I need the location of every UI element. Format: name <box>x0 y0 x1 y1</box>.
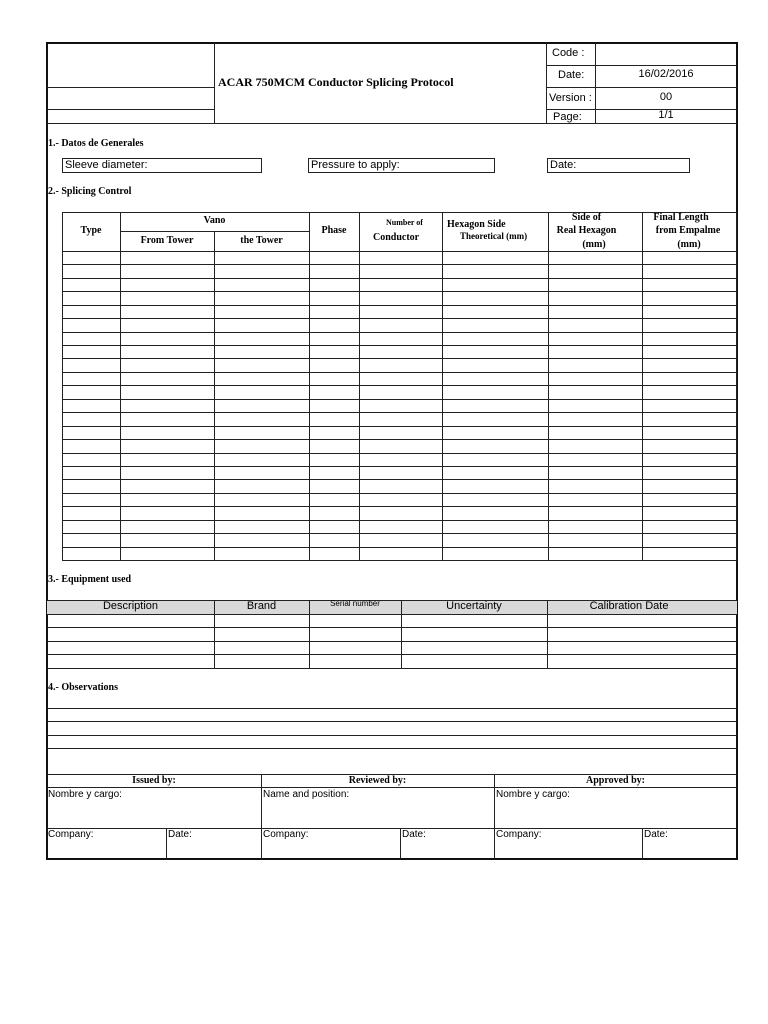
col-from-empalme: from Empalme <box>655 225 721 236</box>
grid-line <box>62 533 737 534</box>
grid-line <box>309 600 310 668</box>
equip-col-uncertainty: Uncertainty <box>446 600 502 612</box>
version-value[interactable]: 00 <box>659 91 673 103</box>
grid-line <box>62 560 737 561</box>
reviewed-by-label: Reviewed by: <box>348 775 407 786</box>
sleeve-diameter-field[interactable] <box>62 158 262 173</box>
grid-line <box>62 547 737 548</box>
grid-line <box>62 385 737 386</box>
issued-company-field[interactable]: Company: <box>48 829 94 840</box>
grid-line <box>401 600 402 668</box>
grid-line <box>62 453 737 454</box>
grid-line <box>62 291 737 292</box>
col-conductor: Conductor <box>373 232 420 243</box>
version-label: Version : <box>549 92 592 104</box>
grid-line <box>62 332 737 333</box>
approved-company-field[interactable]: Company: <box>496 829 542 840</box>
pressure-field[interactable] <box>308 158 495 173</box>
grid-line <box>62 264 737 265</box>
col-real-mm: (mm) <box>582 239 606 250</box>
grid-line <box>548 212 549 560</box>
col-from-tower: From Tower <box>140 235 194 246</box>
grid-line <box>62 520 737 521</box>
grid-line <box>62 493 737 494</box>
grid-line <box>62 278 737 279</box>
grid-line <box>642 212 643 560</box>
col-type: Type <box>80 225 102 236</box>
issued-date-field[interactable]: Date: <box>168 829 192 840</box>
issued-by-label: Issued by: <box>132 775 176 786</box>
grid-line <box>214 600 215 668</box>
date-value[interactable]: 16/02/2016 <box>638 68 694 80</box>
general-date-label: Date: <box>550 159 577 171</box>
col-hexagon-theoretical: Theoretical (mm) <box>460 231 528 241</box>
code-label: Code : <box>552 47 585 59</box>
page-value[interactable]: 1/1 <box>658 109 674 121</box>
section-4-title: 4.- Observations <box>48 682 118 693</box>
grid-line <box>442 212 443 560</box>
sleeve-diameter-label: Sleeve diameter: <box>65 159 148 171</box>
date-label: Date: <box>558 69 585 81</box>
grid-line <box>47 641 737 642</box>
reviewed-date-field[interactable]: Date: <box>402 829 426 840</box>
grid-line <box>62 466 737 467</box>
grid-line <box>547 600 548 668</box>
col-phase: Phase <box>321 225 347 236</box>
reviewed-company-field[interactable]: Company: <box>263 829 309 840</box>
approved-date-field[interactable]: Date: <box>644 829 668 840</box>
section-1-title: 1.- Datos de Generales <box>48 138 144 149</box>
grid-line <box>736 212 737 560</box>
equip-col-brand: Brand <box>246 600 277 612</box>
grid-line <box>62 479 737 480</box>
grid-line <box>214 231 215 560</box>
grid-line <box>62 305 737 306</box>
grid-line <box>120 212 121 560</box>
grid-line <box>62 318 737 319</box>
col-number-of: Number of <box>386 218 423 227</box>
grid-line <box>62 399 737 400</box>
col-side-of: Side of <box>571 212 602 223</box>
col-final-length: Final Length <box>653 212 709 223</box>
equip-col-description: Description <box>102 600 159 612</box>
equip-col-serial: Serial number <box>330 599 380 608</box>
grid-line <box>309 212 310 560</box>
grid-line <box>62 212 63 560</box>
document-title: ACAR 750MCM Conductor Splicing Protocol <box>218 75 454 89</box>
page-label: Page: <box>553 111 582 123</box>
grid-line <box>62 439 737 440</box>
grid-line <box>62 372 737 373</box>
col-hexagon-side: Hexagon Side <box>447 219 506 230</box>
grid-line <box>47 627 737 628</box>
grid-line <box>62 345 737 346</box>
grid-line <box>62 358 737 359</box>
pressure-label: Pressure to apply: <box>311 159 400 171</box>
general-date-field[interactable] <box>547 158 690 173</box>
equip-col-calibration: Calibration Date <box>589 600 669 612</box>
col-final-mm: (mm) <box>677 239 701 250</box>
grid-line <box>62 251 737 252</box>
section-2-title: 2.- Splicing Control <box>48 186 132 197</box>
grid-line <box>62 506 737 507</box>
grid-line <box>47 614 737 615</box>
grid-line <box>47 654 737 655</box>
issued-name-field[interactable]: Nombre y cargo: <box>48 789 122 800</box>
reviewed-name-field[interactable]: Name and position: <box>263 789 350 800</box>
approved-name-field[interactable]: Nombre y cargo: <box>496 789 570 800</box>
section-3-title: 3.- Equipment used <box>48 574 132 585</box>
approved-by-label: Approved by: <box>586 775 645 786</box>
grid-line <box>62 412 737 413</box>
grid-line <box>47 668 737 669</box>
col-vano: Vano <box>203 215 226 226</box>
col-real-hexagon: Real Hexagon <box>556 225 617 236</box>
col-the-tower: the Tower <box>240 235 283 246</box>
grid-line <box>62 426 737 427</box>
grid-line <box>359 212 360 560</box>
